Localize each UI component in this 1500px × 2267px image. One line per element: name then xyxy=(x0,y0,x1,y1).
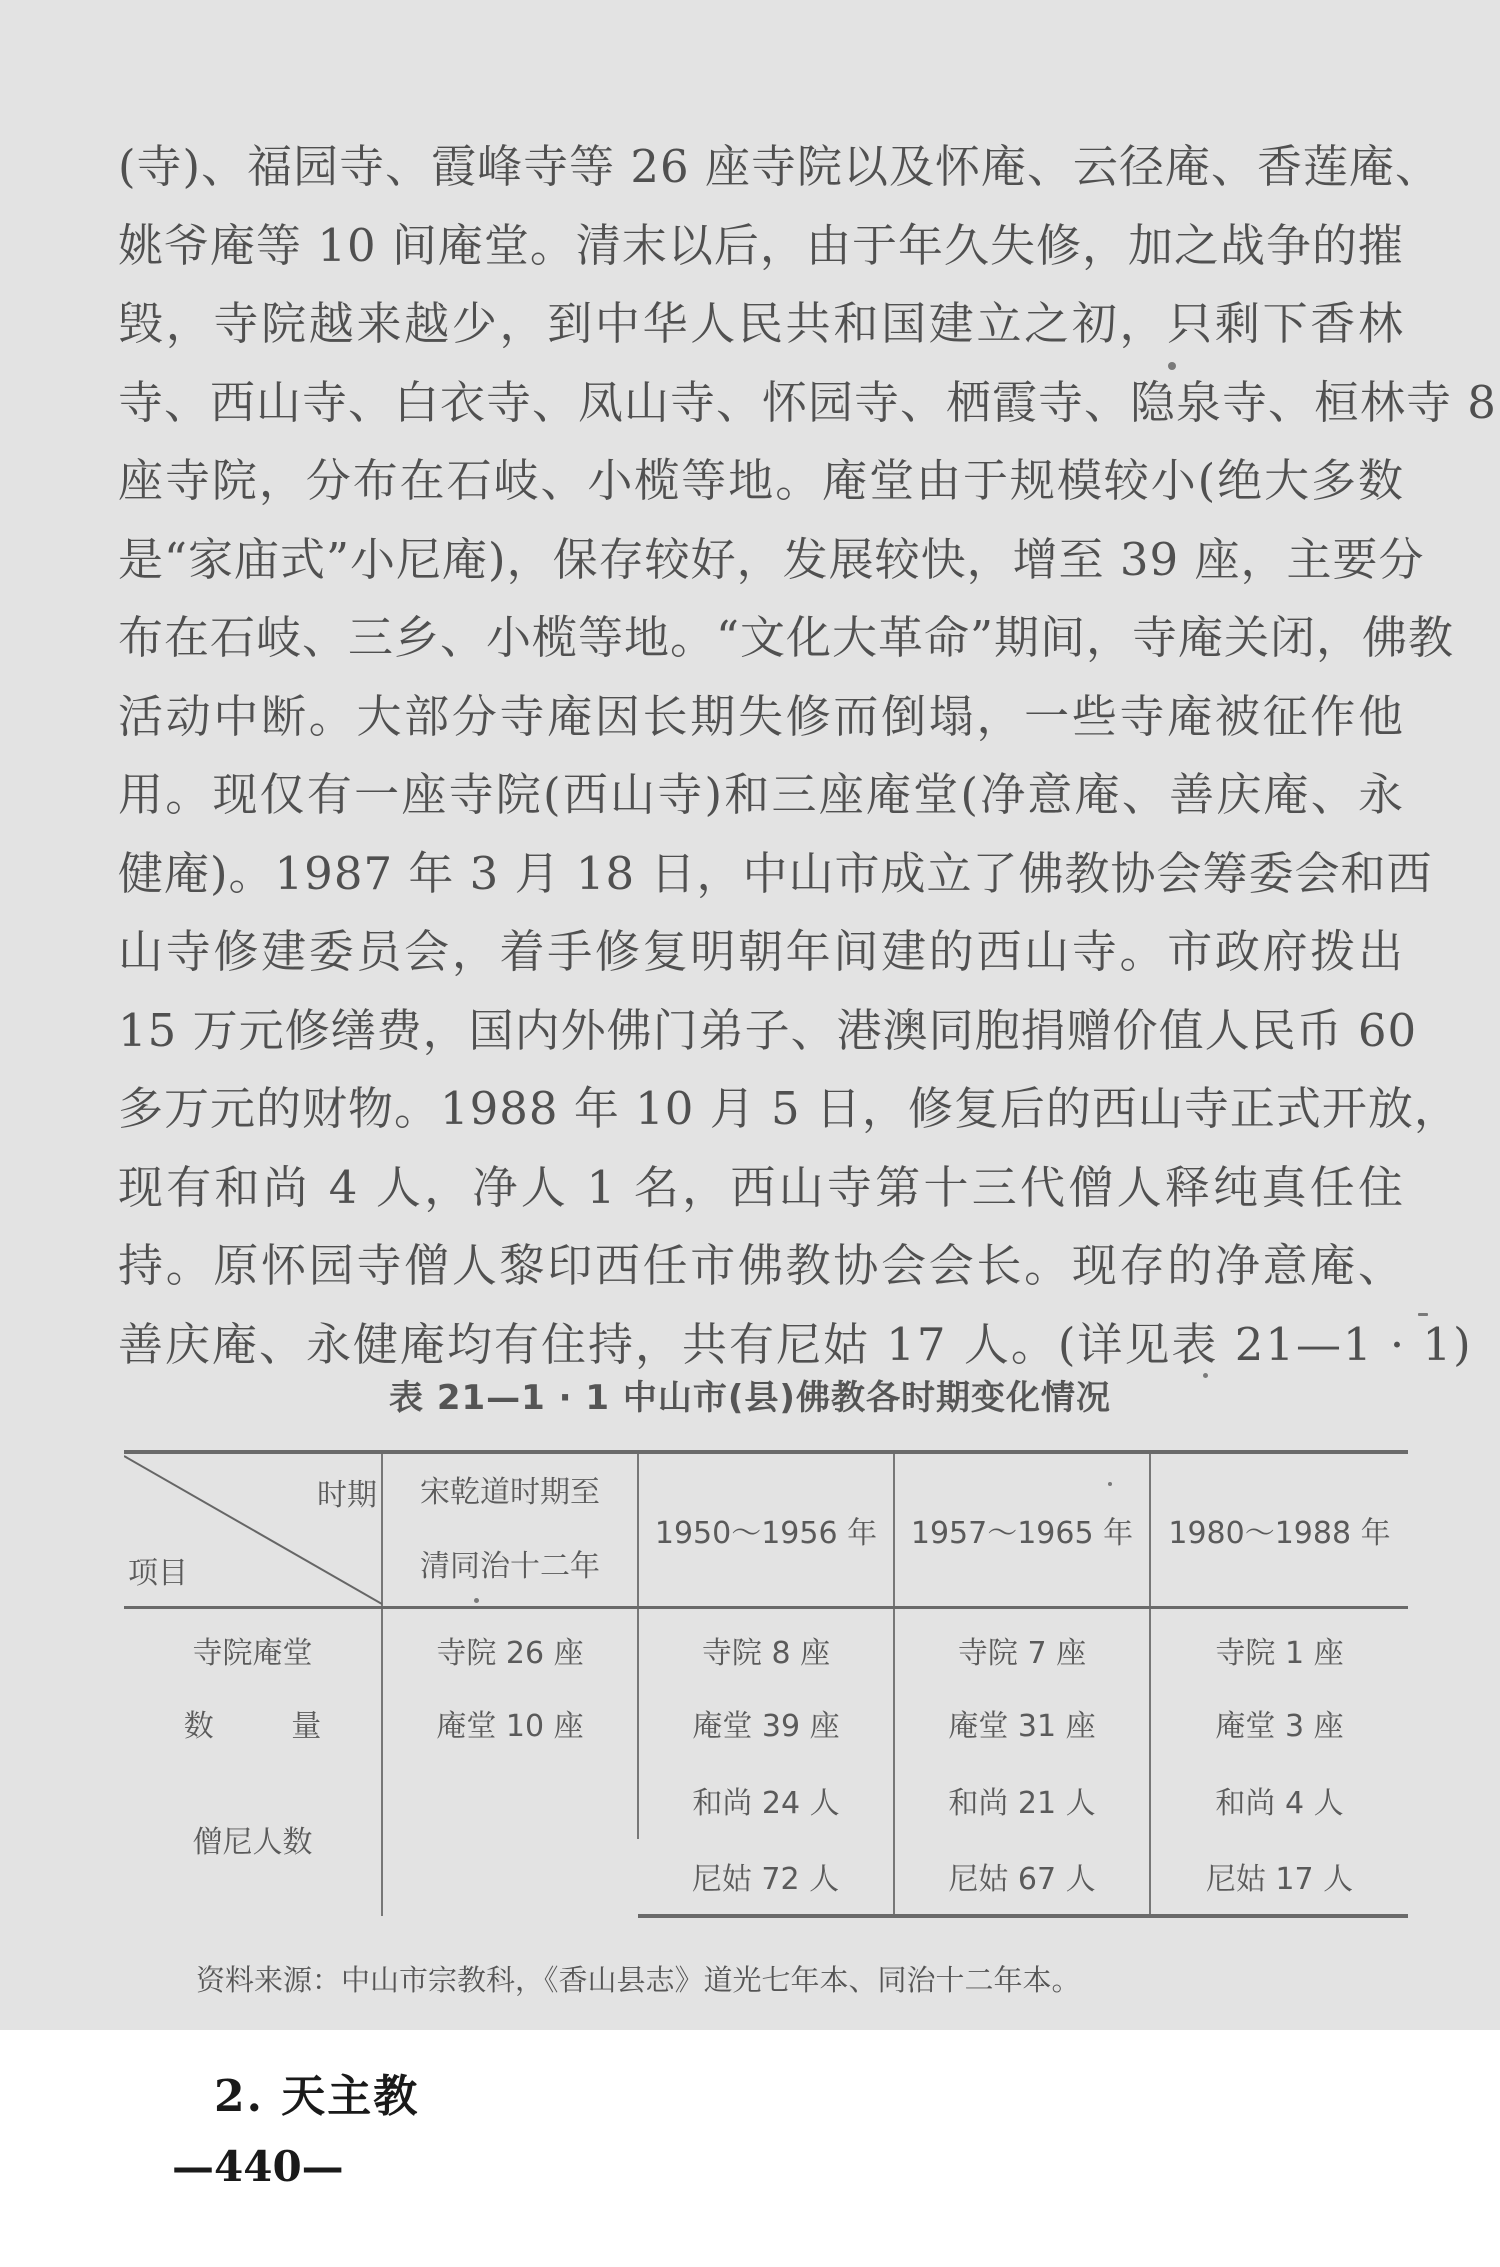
row-label-cell: 寺院庵堂 xyxy=(192,1635,313,1671)
table-cell: 庵堂 39 座 xyxy=(638,1685,894,1762)
body-line: 15 万元修缮费，国内外佛门弟子、港澳同胞捐赠价值人民币 60 xyxy=(118,1003,1418,1057)
period-header-cell: 1957～1965 年 xyxy=(894,1452,1150,1608)
body-paragraph xyxy=(118,128,1497,1384)
table-cell: 和尚 4 人 xyxy=(1150,1762,1408,1839)
row-label-cell xyxy=(124,1685,382,1762)
row-label-cell: 僧尼人数 xyxy=(192,1824,313,1860)
body-line: 座寺院，分布在石岐、小榄等地。庵堂由于规模较小(绝大多数 xyxy=(118,454,1404,507)
table-header-row xyxy=(124,1452,1408,1608)
body-line: 现有和尚 4 人，净人 1 名，西山寺第十三代僧人释纯真任住 xyxy=(118,1160,1404,1214)
row-label-text: 数 量 xyxy=(183,1709,356,1744)
body-line: 活动中断。大部分寺庵因长期失修而倒塌，一些寺庵被征作他 xyxy=(118,689,1404,743)
corner-item-label: 项目 xyxy=(128,1556,188,1591)
table-cell: 和尚 21 人 xyxy=(894,1762,1150,1839)
period-header-line: 宋乾道时期至 xyxy=(420,1475,600,1510)
scan-speck xyxy=(474,1598,479,1603)
body-line: 姚爷庵等 10 间庵堂。清末以后，由于年久失修，加之战争的摧 xyxy=(118,218,1404,272)
table-cell: 寺院 1 座 xyxy=(1150,1608,1408,1685)
table-row xyxy=(124,1685,1408,1762)
body-line: 健庵)。1987 年 3 月 18 日，中山市成立了佛教协会筹委会和西 xyxy=(118,846,1433,900)
body-line: 布在石岐、三乡、小榄等地。“文化大革命”期间，寺庵关闭，佛教 xyxy=(118,611,1455,664)
table-row xyxy=(124,1608,1408,1685)
body-line: 寺、西山寺、白衣寺、凤山寺、怀园寺、栖霞寺、隐泉寺、桓林寺 8 xyxy=(118,375,1497,429)
body-line: 持。原怀园寺僧人黎印西任市佛教协会会长。现存的净意庵、 xyxy=(118,1239,1404,1292)
table-caption: 表 21—1 · 1 中山市(县)佛教各时期变化情况 xyxy=(389,1378,1111,1418)
table-cell: 寺院 7 座 xyxy=(894,1608,1150,1685)
table-cell: 尼姑 67 人 xyxy=(894,1839,1150,1916)
table-cell: 尼姑 72 人 xyxy=(638,1839,894,1916)
period-header-cell: 1950～1956 年 xyxy=(638,1452,894,1608)
body-line: 是“家庙式”小尼庵)，保存较好，发展较快，增至 39 座，主要分 xyxy=(118,532,1425,586)
table-cell: 尼姑 17 人 xyxy=(1150,1839,1408,1916)
body-line: 多万元的财物。1988 年 10 月 5 日，修复后的西山寺正式开放， xyxy=(118,1082,1460,1135)
table-source-note: 资料来源：中山市宗教科，《香山县志》道光七年本、同治十二年本。 xyxy=(196,1963,1081,1997)
table-cell: 庵堂 10 座 xyxy=(382,1685,638,1762)
body-line: 善庆庵、永健庵均有住持，共有尼姑 17 人。(详见表 21—1 · 1) xyxy=(118,1317,1473,1371)
scan-speck xyxy=(1418,1313,1428,1316)
page-number: —440— xyxy=(172,2142,344,2191)
period-header-cell xyxy=(382,1452,638,1608)
table-cell-empty xyxy=(382,1762,638,1916)
period-header-line: 清同治十二年 xyxy=(420,1549,600,1584)
body-line: (寺)、福园寺、霞峰寺等 26 座寺院以及怀庵、云径庵、香莲庵、 xyxy=(118,140,1441,193)
scan-speck xyxy=(1168,362,1176,370)
body-line: 毁，寺院越来越少，到中华人民共和国建立之初，只剩下香林 xyxy=(118,297,1404,350)
scan-speck xyxy=(1108,1482,1112,1486)
table-cell: 寺院 26 座 xyxy=(382,1608,638,1685)
buddhism-statistics-table xyxy=(124,1450,1408,1918)
table-cell: 和尚 24 人 xyxy=(638,1762,894,1839)
section-heading: 2. 天主教 xyxy=(214,2071,420,2122)
period-header-cell: 1980～1988 年 xyxy=(1150,1452,1408,1608)
table-cell: 庵堂 31 座 xyxy=(894,1685,1150,1762)
corner-header-cell xyxy=(124,1452,382,1608)
body-line: 山寺修建委员会，着手修复明朝年间建的西山寺。市政府拨出 xyxy=(118,925,1404,978)
corner-period-label: 时期 xyxy=(317,1478,377,1513)
table-cell: 庵堂 3 座 xyxy=(1150,1685,1408,1762)
table-row xyxy=(124,1762,1408,1839)
table-cell: 寺院 8 座 xyxy=(638,1608,894,1685)
body-line: 用。现仅有一座寺院(西山寺)和三座庵堂(净意庵、善庆庵、永 xyxy=(118,768,1404,821)
scan-speck xyxy=(1203,1373,1208,1378)
